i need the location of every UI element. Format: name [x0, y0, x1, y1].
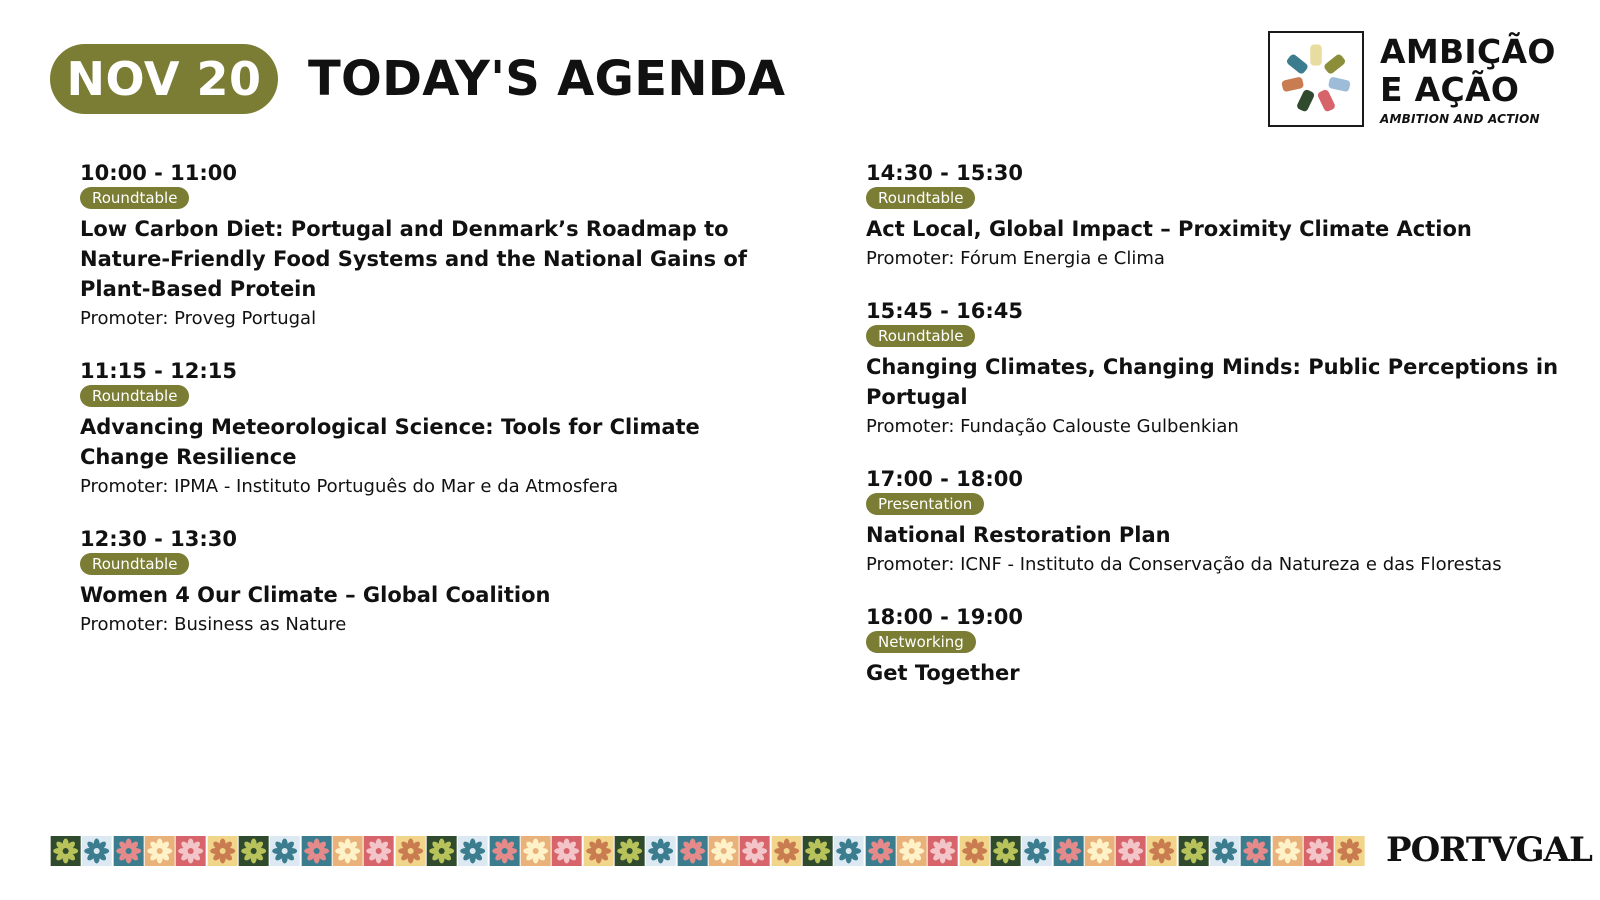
session-time: 11:15 - 12:15: [80, 359, 238, 383]
brand-line-1: AMBIÇÃO: [1380, 32, 1556, 71]
session-type-badge: Roundtable: [80, 187, 189, 209]
tile: [238, 836, 269, 866]
tile: [207, 836, 238, 866]
flower-petals-logo-icon: [1270, 33, 1362, 125]
session-type-badge: Roundtable: [80, 553, 189, 575]
logo-petal: [1281, 76, 1304, 92]
tile: [865, 836, 896, 866]
session-promoter: Promoter: Business as Nature: [80, 614, 347, 635]
session-promoter: Promoter: Fundação Calouste Gulbenkian: [866, 416, 1239, 437]
session-type-badge: Roundtable: [80, 385, 189, 407]
tile: [1303, 836, 1334, 866]
session-time: 10:00 - 11:00: [80, 161, 238, 185]
tile: [802, 836, 833, 866]
logo-petal: [1296, 89, 1316, 113]
tile: [395, 836, 426, 866]
session-type-badge: Roundtable: [866, 187, 975, 209]
tile: [457, 836, 488, 866]
tile: [551, 836, 582, 866]
tile: [896, 836, 927, 866]
session-time: 17:00 - 18:00: [866, 467, 1024, 491]
tile: [583, 836, 614, 866]
session-title: Act Local, Global Impact – Proximity Climate Action: [866, 217, 1472, 241]
session-title: Changing Climates, Changing Minds: Public Perceptions in Portugal: [866, 355, 1559, 409]
session-time: 18:00 - 19:00: [866, 605, 1024, 629]
tile: [645, 836, 676, 866]
tile: [1146, 836, 1177, 866]
session-type-badge: Presentation: [866, 493, 984, 515]
session-title: Get Together: [866, 661, 1020, 685]
tile: [113, 836, 144, 866]
ambicao-logo: [1268, 31, 1364, 127]
tile: [175, 836, 206, 866]
agenda-item: [866, 298, 1586, 440]
session-title: Advancing Meteorological Science: Tools for Climate Change Resilience: [80, 415, 700, 469]
logo-petal: [1323, 53, 1347, 75]
agenda-item: [80, 358, 780, 500]
tile: [771, 836, 802, 866]
date-badge: NOV 20: [50, 44, 278, 114]
session-promoter: Promoter: Proveg Portugal: [80, 308, 317, 329]
agenda-item: [80, 526, 780, 638]
logo-petal: [1285, 53, 1309, 75]
brand-wordmark: [1380, 33, 1556, 127]
tile: [1053, 836, 1084, 866]
agenda-item: [866, 466, 1586, 578]
agenda-left-column: [80, 160, 780, 664]
page-title: TODAY'S AGENDA: [308, 51, 786, 107]
tile: [301, 836, 332, 866]
tile: [332, 836, 363, 866]
tile: [50, 836, 81, 866]
logo-petal: [1310, 45, 1322, 66]
tile: [677, 836, 708, 866]
session-time: 14:30 - 15:30: [866, 161, 1024, 185]
tile: [1178, 836, 1209, 866]
tile: [1084, 836, 1115, 866]
session-title: Low Carbon Diet: Portugal and Denmark’s Roadmap to Nature-Friendly Food Systems and the National Gains of Plant-Based Protein: [80, 217, 747, 301]
agenda-item: [866, 604, 1586, 688]
agenda-right-column: [866, 160, 1586, 714]
session-promoter: Promoter: ICNF - Instituto da Conservação da Natureza e das Florestas: [866, 554, 1502, 575]
tile: [959, 836, 990, 866]
tile: [1209, 836, 1240, 866]
tile: [1115, 836, 1146, 866]
tile: [520, 836, 551, 866]
tile: [1334, 836, 1365, 866]
session-promoter: Promoter: IPMA - Instituto Português do Mar e da Atmosfera: [80, 476, 619, 497]
tile: [426, 836, 457, 866]
logo-petal: [1328, 76, 1351, 92]
tile: [1240, 836, 1271, 866]
tile: [269, 836, 300, 866]
agenda-item: [866, 160, 1586, 272]
tile: [614, 836, 645, 866]
session-title: Women 4 Our Climate – Global Coalition: [80, 583, 551, 607]
session-title: National Restoration Plan: [866, 523, 1171, 547]
tile: [81, 836, 112, 866]
session-promoter: Promoter: Fórum Energia e Clima: [866, 248, 1165, 269]
tile-pattern-strip-icon: [50, 836, 1366, 866]
logo-petal: [1317, 89, 1337, 113]
tile: [1272, 836, 1303, 866]
portugal-logo: PORTVGAL: [1386, 830, 1592, 870]
agenda-item: [80, 160, 780, 332]
tile: [708, 836, 739, 866]
tile: [144, 836, 175, 866]
tile: [1021, 836, 1052, 866]
tile: [363, 836, 394, 866]
brand-subtitle: AMBITION AND ACTION: [1380, 112, 1540, 126]
tile: [833, 836, 864, 866]
tile: [990, 836, 1021, 866]
tile: [739, 836, 770, 866]
tile: [489, 836, 520, 866]
session-time: 12:30 - 13:30: [80, 527, 238, 551]
brand-line-2: E AÇÃO: [1380, 70, 1520, 109]
session-time: 15:45 - 16:45: [866, 299, 1024, 323]
tile: [927, 836, 958, 866]
session-type-badge: Roundtable: [866, 325, 975, 347]
session-type-badge: Networking: [866, 631, 976, 653]
